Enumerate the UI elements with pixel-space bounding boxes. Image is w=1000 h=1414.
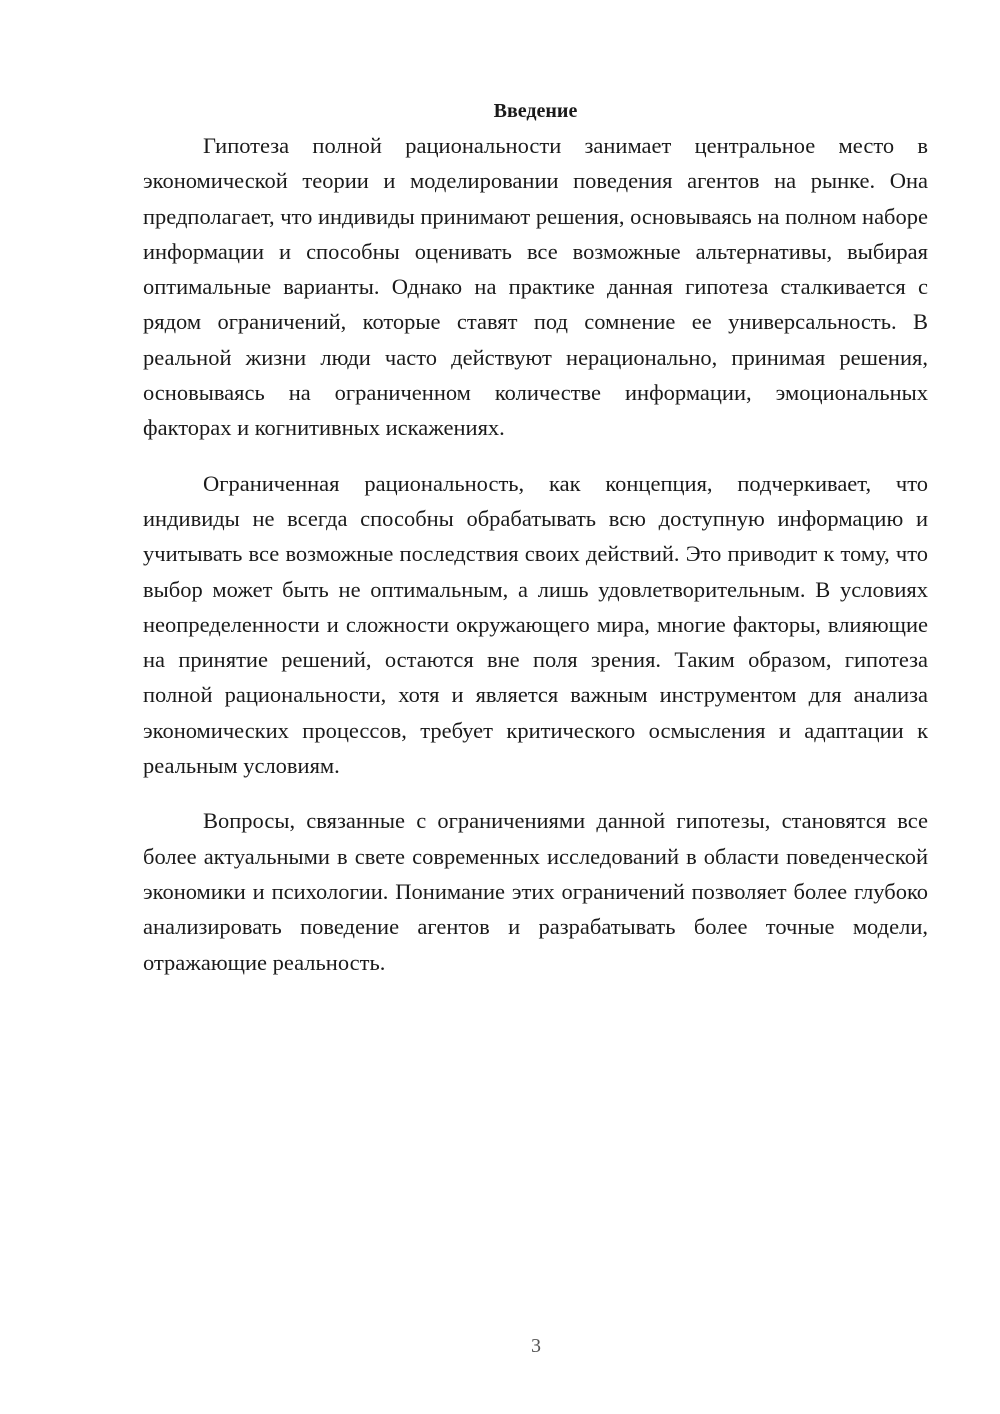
paragraph-2: Ограниченная рациональность, как концепция, подчеркивает, что индивиды не всегда способны обрабатывать всю доступную информацию и учитывать все возможные последствия своих действий. Это приводит к тому, что выбор может быть не оптимальным, а лишь удовлетворительным. В условиях неопределенности и сложности окружающего мира, многие факторы, влияющие на принятие решений, остаются вне поля зрения. Таким образом, гипотеза полной рациональности, хотя и является важным инструментом для анализа экономических процессов, требует критического осмысления и адаптации к реальным условиям.: [143, 470, 928, 779]
paragraph-1: Гипотеза полной рациональности занимает центральное место в экономической теории и моделировании поведения агентов на рынке. Она предполагает, что индивиды принимают решения, основываясь на полном наборе информации и способны оценивать все возможные альтернативы, выбирая оптимальные варианты. Однако на практике данная гипотеза сталкивается с рядом ограничений, которые ставят под сомнение ее универсальность. В реальной жизни люди часто действуют нерационально, принимая решения, основываясь на ограниченном количестве информации, эмоциональных факторах и когнитивных искажениях.: [143, 133, 928, 441]
page-number: 3: [531, 1335, 541, 1357]
paragraph-3: Вопросы, связанные с ограничениями данной гипотезы, становятся все более актуальными в свете современных исследований в области поведенческой экономики и психологии. Понимание этих ограничений позволяет более глубоко анализировать поведение агентов и разрабатывать более точные модели, отражающие реальность.: [143, 808, 928, 975]
page-content: [143, 94, 928, 980]
section-heading-text: Введение: [493, 100, 578, 122]
section-heading: [143, 94, 928, 128]
